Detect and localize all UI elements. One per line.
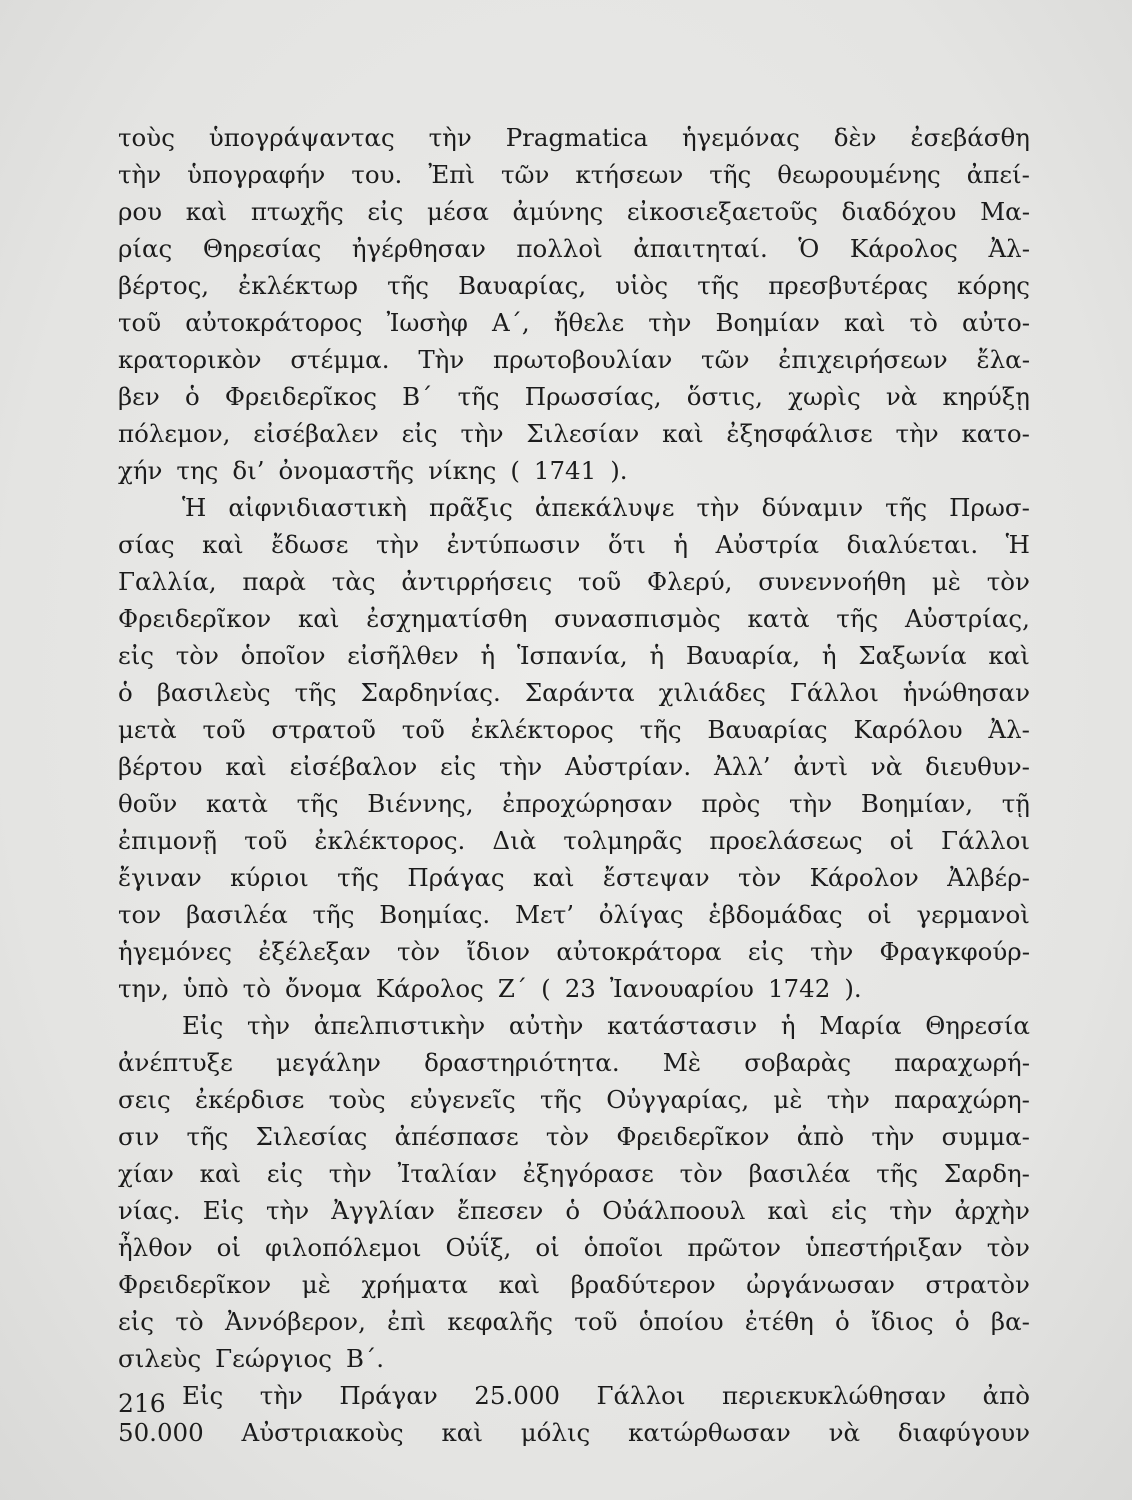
text-line: τον βασιλέα τῆς Βοημίας. Μετ’ ὀλίγας ἑβδομάδας οἱ γερμανοὶ [118,900,1030,929]
text-line: εἰς τὸ Ἀννόβερον, ἐπὶ κεφαλῆς τοῦ ὁποίου ἐτέθη ὁ ἴδιος ὁ βα- [118,1307,1030,1336]
text-line: εἰς τὸν ὁποῖον εἰσῆλθεν ἡ Ἱσπανία, ἡ Βαυαρία, ἡ Σαξωνία καὶ [118,641,1030,670]
text-line: ἔγιναν κύριοι τῆς Πράγας καὶ ἔστεψαν τὸν Κάρολον Ἀλβέρ- [118,863,1030,892]
body-text [118,119,1030,1451]
text-line: την, ὑπὸ τὸ ὄνομα Κάρολος Ζ΄ ( 23 Ἰανουαρίου 1742 ). [118,974,862,1003]
text-line: Εἰς τὴν ἀπελπιστικὴν αὐτὴν κατάστασιν ἡ Μαρία Θηρεσία [182,1011,1030,1040]
text-line: χίαν καὶ εἰς τὴν Ἰταλίαν ἐξηγόρασε τὸν βασιλέα τῆς Σαρδη- [118,1159,1030,1188]
text-line: 50.000 Αὐστριακοὺς καὶ μόλις κατώρθωσαν νὰ διαφύγουν [118,1418,1030,1447]
text-line: Φρειδερῖκον καὶ ἐσχηματίσθη συνασπισμὸς κατὰ τῆς Αὐστρίας, [118,604,1030,633]
text-line: χήν της δι’ ὀνομαστῆς νίκης ( 1741 ). [118,456,628,485]
text-line: τοὺς ὑπογράψαντας τὴν Pragmatica ἡγεμόνας δὲν ἐσεβάσθη [118,123,1030,152]
text-line: ὁ βασιλεὺς τῆς Σαρδηνίας. Σαράντα χιλιάδες Γάλλοι ἡνώθησαν [118,678,1030,707]
text-line: Εἰς τὴν Πράγαν 25.000 Γάλλοι περιεκυκλώθησαν ἀπὸ [182,1381,1030,1410]
page-number: 216 [118,1389,166,1418]
text-line: κρατορικὸν στέμμα. Τὴν πρωτοβουλίαν τῶν ἐπιχειρήσεων ἔλα- [118,345,1030,374]
text-line: τὴν ὑπογραφήν του. Ἐπὶ τῶν κτήσεων τῆς θεωρουμένης ἀπεί- [118,160,1030,189]
text-line: ρίας Θηρεσίας ἠγέρθησαν πολλοὶ ἀπαιτηταί. Ὁ Κάρολος Ἀλ- [118,234,1030,263]
text-line: Ἡ αἰφνιδιαστικὴ πρᾶξις ἀπεκάλυψε τὴν δύναμιν τῆς Πρωσ- [182,493,1030,522]
text-line: βεν ὁ Φρειδερῖκος Β΄ τῆς Πρωσσίας, ὅστις, χωρὶς νὰ κηρύξῃ [118,382,1030,411]
text-line: βέρτος, ἐκλέκτωρ τῆς Βαυαρίας, υἱὸς τῆς πρεσβυτέρας κόρης [118,271,1030,300]
text-line: σεις ἐκέρδισε τοὺς εὐγενεῖς τῆς Οὐγγαρίας, μὲ τὴν παραχώρη- [118,1085,1030,1114]
text-line: βέρτου καὶ εἰσέβαλον εἰς τὴν Αὐστρίαν. Ἀλλ’ ἀντὶ νὰ διευθυν- [118,752,1030,781]
text-line: νίας. Εἰς τὴν Ἀγγλίαν ἔπεσεν ὁ Οὐάλποουλ καὶ εἰς τὴν ἀρχὴν [118,1196,1030,1225]
text-line: τοῦ αὐτοκράτορος Ἰωσὴφ Α΄, ἤθελε τὴν Βοημίαν καὶ τὸ αὐτο- [118,308,1030,337]
text-line: Γαλλία, παρὰ τὰς ἀντιρρήσεις τοῦ Φλερύ, συνεννοήθη μὲ τὸν [118,567,1030,596]
text-line: πόλεμον, εἰσέβαλεν εἰς τὴν Σιλεσίαν καὶ ἐξησφάλισε τὴν κατο- [118,419,1030,448]
text-line: ρου καὶ πτωχῆς εἰς μέσα ἀμύνης εἰκοσιεξαετοῦς διαδόχου Μα- [118,197,1030,226]
text-line: θοῦν κατὰ τῆς Βιέννης, ἐπροχώρησαν πρὸς τὴν Βοημίαν, τῇ [118,789,1030,818]
text-line: σιλεὺς Γεώργιος Β΄. [118,1344,385,1373]
text-line: μετὰ τοῦ στρατοῦ τοῦ ἐκλέκτορος τῆς Βαυαρίας Καρόλου Ἀλ- [118,715,1030,744]
text-line: ἦλθον οἱ φιλοπόλεμοι Οὐΐξ, οἱ ὁποῖοι πρῶτον ὑπεστήριξαν τὸν [118,1233,1030,1262]
text-line: ἐπιμονῇ τοῦ ἐκλέκτορος. Διὰ τολμηρᾶς προελάσεως οἱ Γάλλοι [118,826,1030,855]
text-line: ἀνέπτυξε μεγάλην δραστηριότητα. Μὲ σοβαρὰς παραχωρή- [118,1048,1030,1077]
text-line: Φρειδερῖκον μὲ χρήματα καὶ βραδύτερον ὠργάνωσαν στρατὸν [118,1270,1030,1299]
text-line: σίας καὶ ἔδωσε τὴν ἐντύπωσιν ὅτι ἡ Αὐστρία διαλύεται. Ἡ [118,530,1030,559]
text-line: ἡγεμόνες ἐξέλεξαν τὸν ἴδιον αὐτοκράτορα εἰς τὴν Φραγκφούρ- [118,937,1030,966]
text-line: σιν τῆς Σιλεσίας ἀπέσπασε τὸν Φρειδερῖκον ἀπὸ τὴν συμμα- [118,1122,1030,1151]
